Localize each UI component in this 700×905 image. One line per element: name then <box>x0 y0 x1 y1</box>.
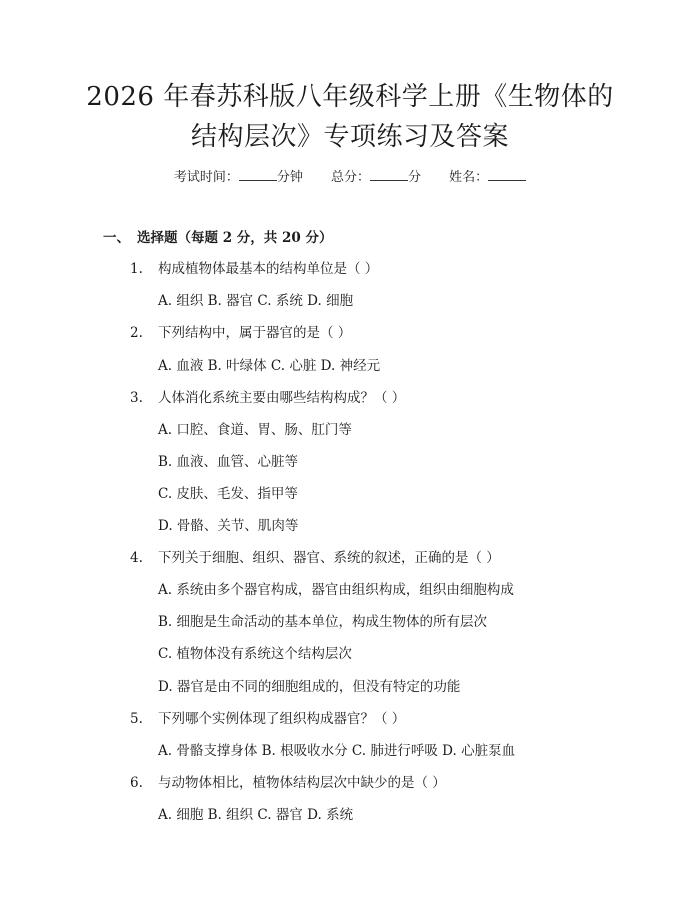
question-4-option-a: A. 系统由多个器官构成，器官由组织构成，组织由细胞构成 <box>158 582 514 598</box>
question-number: 2. <box>130 325 143 341</box>
question-text: 下列结构中，属于器官的是（ ） <box>158 325 352 341</box>
question-number: 5. <box>130 711 143 727</box>
student-name-field <box>449 168 526 188</box>
question-number: 4. <box>130 550 143 566</box>
question-4 <box>130 548 500 568</box>
total-score-label: 总分： <box>330 170 370 185</box>
page-title-line-2: 结构层次》专项练习及答案 <box>190 122 509 152</box>
exam-time-blank <box>239 168 277 181</box>
question-text: 构成植物体最基本的结构单位是（ ） <box>158 261 379 277</box>
page-title-line-1: 2026 年春苏科版八年级科学上册《生物体的 <box>86 82 614 112</box>
student-name-label: 姓名： <box>449 170 489 185</box>
question-3-option-b: B. 血液、血管、心脏等 <box>158 454 299 470</box>
question-3-option-c: C. 皮肤、毛发、指甲等 <box>158 486 298 502</box>
student-name-blank <box>488 168 526 181</box>
question-5 <box>130 709 405 729</box>
question-1-options: A. 组织 B. 器官 C. 系统 D. 细胞 <box>158 293 354 309</box>
question-text: 下列关于细胞、组织、器官、系统的叙述，正确的是（ ） <box>158 550 500 566</box>
question-3 <box>130 388 405 408</box>
question-2-options: A. 血液 B. 叶绿体 C. 心脏 D. 神经元 <box>158 358 381 374</box>
section-number: 一、 <box>103 230 130 246</box>
section-title: 选择题（每题 2 分，共 20 分） <box>137 230 333 246</box>
exam-time-label: 考试时间： <box>173 170 239 185</box>
question-text: 人体消化系统主要由哪些结构构成？（ ） <box>158 390 406 406</box>
question-number: 3. <box>130 390 143 406</box>
question-3-option-a: A. 口腔、食道、胃、肠、肛门等 <box>158 422 352 438</box>
section-heading <box>103 228 332 248</box>
question-2 <box>130 323 351 343</box>
question-number: 6. <box>130 775 143 791</box>
question-text: 下列哪个实例体现了组织构成器官？（ ） <box>158 711 406 727</box>
question-text: 与动物体相比，植物体结构层次中缺少的是（ ） <box>158 775 446 791</box>
question-4-option-d: D. 器官是由不同的细胞组成的，但没有特定的功能 <box>158 679 461 695</box>
total-score-blank <box>370 168 408 181</box>
total-score-unit: 分 <box>408 170 422 185</box>
question-1 <box>130 259 378 279</box>
exam-info <box>0 168 700 188</box>
exam-time-unit: 分钟 <box>276 170 303 185</box>
question-number: 1. <box>130 261 143 277</box>
exam-time-field <box>174 168 303 188</box>
question-6-options: A. 细胞 B. 组织 C. 器官 D. 系统 <box>158 807 354 823</box>
question-5-options: A. 骨骼支撑身体 B. 根吸收水分 C. 肺进行呼吸 D. 心脏泵血 <box>158 743 516 759</box>
question-3-option-d: D. 骨骼、关节、肌肉等 <box>158 518 299 534</box>
question-6 <box>130 773 446 793</box>
total-score-field <box>331 168 421 188</box>
question-4-option-b: B. 细胞是生命活动的基本单位，构成生物体的所有层次 <box>158 614 488 630</box>
question-4-option-c: C. 植物体没有系统这个结构层次 <box>158 646 352 662</box>
